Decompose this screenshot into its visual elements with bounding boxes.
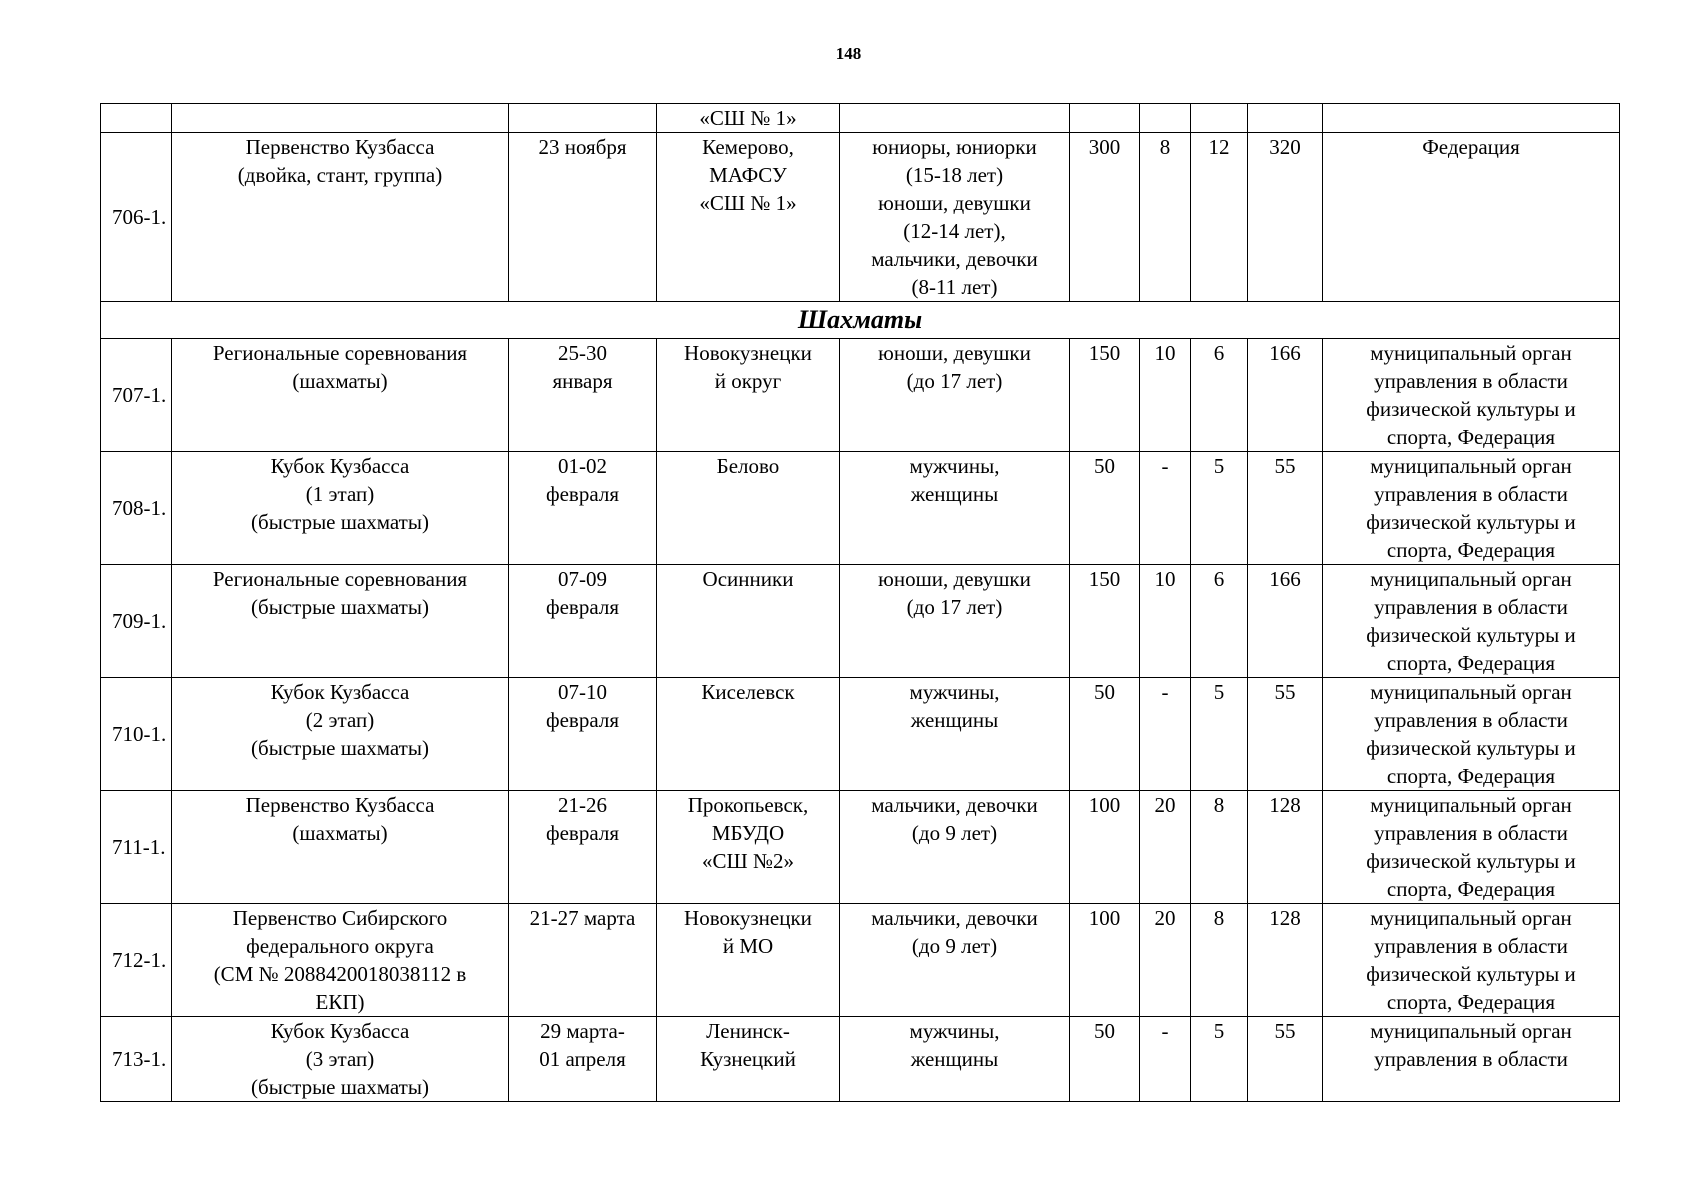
cell-date bbox=[509, 565, 657, 678]
cell-c4: 55 bbox=[1248, 452, 1323, 565]
cell-num bbox=[101, 104, 172, 133]
cell-org-line: муниципальный орган bbox=[1370, 341, 1572, 365]
cell-place-line: «СШ №2» bbox=[702, 849, 794, 873]
cell-date bbox=[509, 339, 657, 452]
cell-c2: - bbox=[1140, 1017, 1191, 1102]
cell-name-line: (1 этап) bbox=[305, 482, 375, 506]
cell-c2: 20 bbox=[1140, 904, 1191, 1017]
cell-org-line: муниципальный орган bbox=[1370, 454, 1572, 478]
cell-org-line: физической культуры и bbox=[1366, 397, 1576, 421]
cell-place-line: МАФСУ bbox=[709, 163, 787, 187]
cell-date-line: 25-30 bbox=[558, 341, 607, 365]
cell-date bbox=[509, 678, 657, 791]
cell-name bbox=[172, 104, 509, 133]
cell-name bbox=[172, 904, 509, 1017]
cell-name-line: федерального округа bbox=[246, 934, 434, 958]
cell-c3: 8 bbox=[1191, 904, 1248, 1017]
cell-date bbox=[509, 104, 657, 133]
cell-name bbox=[172, 339, 509, 452]
cell-place-line: й округ bbox=[714, 369, 782, 393]
cell-org-line: управления в области bbox=[1374, 934, 1568, 958]
cell-name-line: (двойка, стант, группа) bbox=[237, 163, 443, 187]
events-table bbox=[100, 103, 1620, 1102]
cell-date-line: 07-10 bbox=[558, 680, 607, 704]
cell-org-line: муниципальный орган bbox=[1370, 906, 1572, 930]
cell-place-line: Ленинск- bbox=[706, 1019, 790, 1043]
cell-place-line: Осинники bbox=[702, 567, 794, 591]
cell-place bbox=[657, 1017, 840, 1102]
cell-c4: 128 bbox=[1248, 904, 1323, 1017]
cell-c3: 6 bbox=[1191, 565, 1248, 678]
cell-num: 710-1. bbox=[101, 678, 172, 791]
cell-c2: 8 bbox=[1140, 133, 1191, 302]
cell-participants bbox=[840, 904, 1070, 1017]
cell-name-line: (3 этап) bbox=[305, 1047, 375, 1071]
cell-name-line: (шахматы) bbox=[292, 369, 388, 393]
cell-date-line: февраля bbox=[546, 708, 619, 732]
cell-participants-line: (до 9 лет) bbox=[911, 821, 998, 845]
cell-participants-line: (8-11 лет) bbox=[911, 275, 998, 299]
cell-c2: - bbox=[1140, 452, 1191, 565]
cell-participants-line: мальчики, девочки bbox=[871, 906, 1038, 930]
cell-date-line: 01-02 bbox=[558, 454, 607, 478]
cell-c3: 5 bbox=[1191, 452, 1248, 565]
cell-org bbox=[1323, 904, 1620, 1017]
cell-c1: 50 bbox=[1070, 452, 1140, 565]
cell-participants-line: мужчины, bbox=[909, 454, 1000, 478]
cell-participants-line: юноши, девушки bbox=[878, 191, 1031, 215]
section-title: Шахматы bbox=[101, 302, 1620, 339]
cell-participants bbox=[840, 339, 1070, 452]
cell-participants-line: (до 9 лет) bbox=[911, 934, 998, 958]
cell-place bbox=[657, 565, 840, 678]
event-row bbox=[101, 904, 1620, 1017]
cell-name-line: (быстрые шахматы) bbox=[251, 1075, 429, 1099]
cell-date-line: 21-27 марта bbox=[529, 906, 636, 930]
cell-participants-line: мальчики, девочки bbox=[871, 247, 1038, 271]
cell-c3 bbox=[1191, 104, 1248, 133]
cell-place-line: Кемерово, bbox=[702, 135, 794, 159]
cell-c2: 20 bbox=[1140, 791, 1191, 904]
cell-c1: 150 bbox=[1070, 339, 1140, 452]
cell-place-line: Новокузнецки bbox=[684, 341, 812, 365]
cell-participants bbox=[840, 133, 1070, 302]
cell-name-line: (шахматы) bbox=[292, 821, 388, 845]
cell-c4: 166 bbox=[1248, 565, 1323, 678]
cell-name bbox=[172, 791, 509, 904]
cell-participants-line: (до 17 лет) bbox=[906, 595, 1003, 619]
cell-date-line: января bbox=[552, 369, 613, 393]
cell-place bbox=[657, 904, 840, 1017]
cell-org-line: спорта, Федерация bbox=[1386, 990, 1556, 1014]
page-number: 148 bbox=[835, 44, 862, 63]
cell-c4: 128 bbox=[1248, 791, 1323, 904]
cell-num: 709-1. bbox=[101, 565, 172, 678]
cell-place: «СШ № 1» bbox=[657, 104, 840, 133]
cell-name-line: (быстрые шахматы) bbox=[251, 595, 429, 619]
continuation-row bbox=[101, 104, 1620, 133]
cell-date-line: 07-09 bbox=[558, 567, 607, 591]
cell-name-line: ЕКП) bbox=[315, 990, 365, 1014]
cell-place bbox=[657, 678, 840, 791]
cell-org bbox=[1323, 133, 1620, 302]
cell-participants-line: женщины bbox=[910, 708, 999, 732]
cell-name-line: (быстрые шахматы) bbox=[251, 736, 429, 760]
cell-place-line: МБУДО bbox=[711, 821, 785, 845]
cell-c2: - bbox=[1140, 678, 1191, 791]
cell-c4: 166 bbox=[1248, 339, 1323, 452]
cell-org bbox=[1323, 339, 1620, 452]
cell-participants-line: мальчики, девочки bbox=[871, 793, 1038, 817]
cell-org-line: физической культуры и bbox=[1366, 623, 1576, 647]
event-row bbox=[101, 452, 1620, 565]
cell-participants-line: женщины bbox=[910, 1047, 999, 1071]
cell-name-line: Первенство Кузбасса bbox=[245, 793, 435, 817]
cell-participants-line: юноши, девушки bbox=[878, 567, 1031, 591]
cell-org-line: физической культуры и bbox=[1366, 736, 1576, 760]
cell-participants-line: (до 17 лет) bbox=[906, 369, 1003, 393]
cell-org-line: управления в области bbox=[1374, 708, 1568, 732]
cell-org-line: спорта, Федерация bbox=[1386, 538, 1556, 562]
cell-participants-line: юноши, девушки bbox=[878, 341, 1031, 365]
cell-place-line: Белово bbox=[716, 454, 780, 478]
cell-place-line: Прокопьевск, bbox=[687, 793, 809, 817]
cell-c4: 55 bbox=[1248, 678, 1323, 791]
cell-name bbox=[172, 133, 509, 302]
event-row bbox=[101, 133, 1620, 302]
cell-org-line: спорта, Федерация bbox=[1386, 651, 1556, 675]
cell-c1: 150 bbox=[1070, 565, 1140, 678]
cell-date-line: 01 апреля bbox=[539, 1047, 626, 1071]
cell-c2: 10 bbox=[1140, 339, 1191, 452]
cell-name-line: Кубок Кузбасса bbox=[270, 454, 410, 478]
cell-participants-line: мужчины, bbox=[909, 680, 1000, 704]
cell-participants-line: мужчины, bbox=[909, 1019, 1000, 1043]
cell-c3: 8 bbox=[1191, 791, 1248, 904]
cell-name-line: Кубок Кузбасса bbox=[270, 1019, 410, 1043]
event-row bbox=[101, 565, 1620, 678]
cell-participants bbox=[840, 678, 1070, 791]
cell-name-line: (СМ № 2088420018038112 в bbox=[213, 962, 467, 986]
cell-c3: 6 bbox=[1191, 339, 1248, 452]
cell-name-line: Первенство Кузбасса bbox=[245, 135, 435, 159]
cell-num: 708-1. bbox=[101, 452, 172, 565]
cell-c4 bbox=[1248, 104, 1323, 133]
cell-date bbox=[509, 791, 657, 904]
cell-num: 707-1. bbox=[101, 339, 172, 452]
cell-name-line: (быстрые шахматы) bbox=[251, 510, 429, 534]
event-row bbox=[101, 678, 1620, 791]
cell-name bbox=[172, 678, 509, 791]
cell-num: 711-1. bbox=[101, 791, 172, 904]
cell-name-line: Региональные соревнования bbox=[212, 341, 468, 365]
cell-name-line: Кубок Кузбасса bbox=[270, 680, 410, 704]
cell-org bbox=[1323, 452, 1620, 565]
cell-participants-line: женщины bbox=[910, 482, 999, 506]
cell-c4: 320 bbox=[1248, 133, 1323, 302]
cell-org-line: спорта, Федерация bbox=[1386, 877, 1556, 901]
cell-place-line: й МО bbox=[722, 934, 774, 958]
section-row bbox=[101, 302, 1620, 339]
cell-c3: 5 bbox=[1191, 1017, 1248, 1102]
cell-date-line: февраля bbox=[546, 482, 619, 506]
cell-place-line: Кузнецкий bbox=[700, 1047, 796, 1071]
cell-place-line: Новокузнецки bbox=[684, 906, 812, 930]
events-table-body bbox=[101, 104, 1620, 1102]
cell-place bbox=[657, 133, 840, 302]
cell-org-line: управления в области bbox=[1374, 821, 1568, 845]
cell-name bbox=[172, 1017, 509, 1102]
cell-date-line: 23 ноября bbox=[538, 135, 627, 159]
cell-name bbox=[172, 565, 509, 678]
cell-org bbox=[1323, 565, 1620, 678]
cell-place bbox=[657, 339, 840, 452]
cell-num: 712-1. bbox=[101, 904, 172, 1017]
cell-date bbox=[509, 452, 657, 565]
cell-date bbox=[509, 1017, 657, 1102]
cell-c2: 10 bbox=[1140, 565, 1191, 678]
cell-date-line: 29 марта- bbox=[540, 1019, 625, 1043]
cell-date bbox=[509, 133, 657, 302]
cell-date-line: февраля bbox=[546, 821, 619, 845]
cell-c1: 50 bbox=[1070, 1017, 1140, 1102]
cell-name-line: Первенство Сибирского bbox=[232, 906, 448, 930]
cell-c1 bbox=[1070, 104, 1140, 133]
cell-org bbox=[1323, 678, 1620, 791]
cell-c3: 5 bbox=[1191, 678, 1248, 791]
cell-org-line: управления в области bbox=[1374, 482, 1568, 506]
cell-date-line: февраля bbox=[546, 595, 619, 619]
cell-place bbox=[657, 452, 840, 565]
cell-c2 bbox=[1140, 104, 1191, 133]
cell-c1: 300 bbox=[1070, 133, 1140, 302]
cell-participants-line: (12-14 лет), bbox=[903, 219, 1006, 243]
cell-c1: 100 bbox=[1070, 791, 1140, 904]
cell-org bbox=[1323, 104, 1620, 133]
cell-participants-line: юниоры, юниорки bbox=[872, 135, 1037, 159]
cell-org-line: спорта, Федерация bbox=[1386, 764, 1556, 788]
cell-num: 713-1. bbox=[101, 1017, 172, 1102]
cell-date bbox=[509, 904, 657, 1017]
cell-org-line: муниципальный орган bbox=[1370, 1019, 1572, 1043]
cell-org-line: физической культуры и bbox=[1366, 849, 1576, 873]
cell-date-line: 21-26 bbox=[558, 793, 607, 817]
cell-org-line: Федерация bbox=[1422, 135, 1520, 159]
event-row bbox=[101, 1017, 1620, 1102]
event-row bbox=[101, 791, 1620, 904]
cell-org-line: управления в области bbox=[1374, 595, 1568, 619]
cell-num: 706-1. bbox=[101, 133, 172, 302]
cell-c4: 55 bbox=[1248, 1017, 1323, 1102]
cell-place bbox=[657, 791, 840, 904]
cell-org-line: управления в области bbox=[1374, 369, 1568, 393]
cell-place-line: «СШ № 1» bbox=[699, 191, 797, 215]
cell-participants-line: (15-18 лет) bbox=[905, 163, 1004, 187]
cell-org bbox=[1323, 1017, 1620, 1102]
event-row bbox=[101, 339, 1620, 452]
cell-name-line: (2 этап) bbox=[305, 708, 375, 732]
cell-name-line: Региональные соревнования bbox=[212, 567, 468, 591]
cell-name bbox=[172, 452, 509, 565]
cell-participants bbox=[840, 1017, 1070, 1102]
cell-org-line: управления в области bbox=[1374, 1047, 1568, 1071]
cell-org-line: муниципальный орган bbox=[1370, 680, 1572, 704]
cell-c1: 50 bbox=[1070, 678, 1140, 791]
cell-participants bbox=[840, 565, 1070, 678]
cell-c3: 12 bbox=[1191, 133, 1248, 302]
cell-participants bbox=[840, 104, 1070, 133]
cell-place-line: Киселевск bbox=[701, 680, 795, 704]
cell-participants bbox=[840, 452, 1070, 565]
cell-org-line: физической культуры и bbox=[1366, 510, 1576, 534]
cell-org bbox=[1323, 791, 1620, 904]
cell-org-line: физической культуры и bbox=[1366, 962, 1576, 986]
cell-c1: 100 bbox=[1070, 904, 1140, 1017]
cell-org-line: муниципальный орган bbox=[1370, 567, 1572, 591]
cell-org-line: муниципальный орган bbox=[1370, 793, 1572, 817]
cell-org-line: спорта, Федерация bbox=[1386, 425, 1556, 449]
cell-participants bbox=[840, 791, 1070, 904]
